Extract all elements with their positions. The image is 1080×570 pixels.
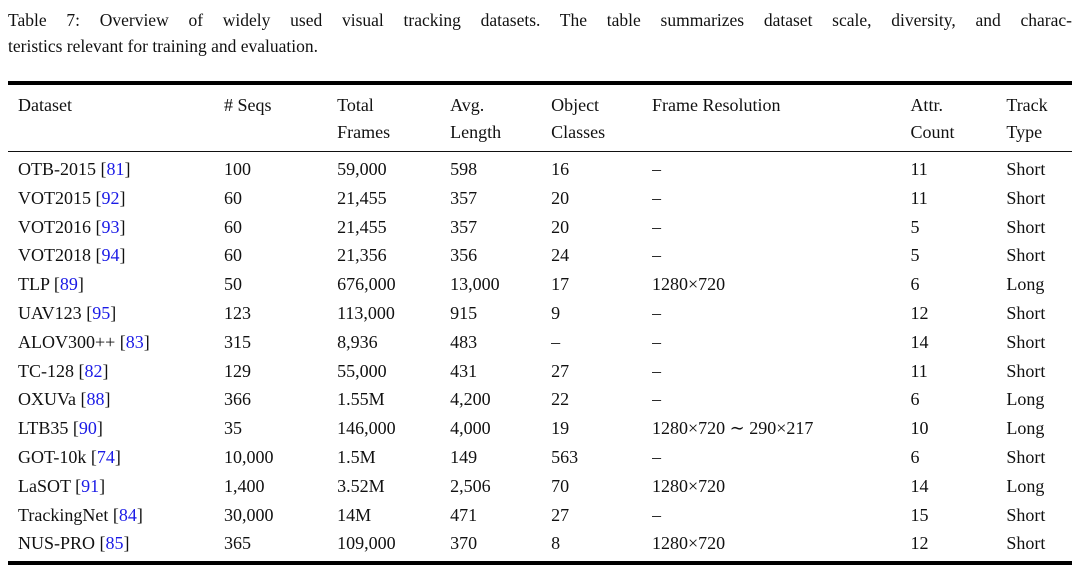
citation-bracket-close: ] [99, 475, 106, 496]
dataset-name: TLP [18, 274, 50, 295]
cell-resolution: – [652, 504, 662, 525]
cell-classes: 8 [551, 533, 561, 554]
cell-resolution: – [652, 360, 662, 381]
citation-bracket-open: [ [49, 274, 60, 295]
citation-bracket-open: [ [86, 446, 97, 467]
citation-bracket-open: [ [76, 389, 87, 410]
cell-avg_length: 149 [450, 446, 478, 467]
citation-bracket-close: ] [114, 446, 121, 467]
cell-avg_length: 483 [450, 331, 478, 352]
cell-frames: 21,356 [337, 245, 387, 266]
citation-link[interactable]: 82 [84, 360, 103, 381]
cell-seqs: 366 [224, 389, 252, 410]
citation-bracket-close: ] [77, 274, 84, 295]
citation-bracket-open: [ [74, 360, 85, 381]
dataset-name: LaSOT [18, 475, 71, 496]
cell-seqs: 10,000 [224, 446, 274, 467]
cell-track_type: Short [1006, 533, 1046, 554]
citation-bracket-close: ] [102, 360, 109, 381]
cell-track_type: Long [1006, 274, 1045, 295]
cell-avg_length: 471 [450, 504, 478, 525]
column-header-seqs-line-1: # Seqs [224, 95, 272, 115]
citation-bracket-close: ] [143, 331, 150, 352]
citation-bracket-close: ] [119, 245, 126, 266]
column-header-classes-line-2: Classes [551, 122, 606, 142]
dataset-name: ALOV300++ [18, 331, 116, 352]
cell-avg_length: 431 [450, 360, 478, 381]
cell-attr_count: 14 [910, 475, 929, 496]
cell-dataset [8, 241, 224, 270]
cell-attr_count: 5 [910, 245, 920, 266]
table-row [8, 443, 1072, 472]
cell-frames: 59,000 [337, 159, 387, 179]
column-header-frames [337, 85, 450, 152]
cell-frames: 146,000 [337, 418, 396, 439]
cell-classes: 22 [551, 389, 570, 410]
cell-resolution: 1280×720 ∼ 290×217 [652, 418, 814, 439]
cell-track_type: Short [1006, 216, 1046, 237]
table-row [8, 472, 1072, 501]
cell-track_type: Short [1006, 331, 1046, 352]
citation-link[interactable]: 88 [86, 389, 105, 410]
cell-dataset [8, 414, 224, 443]
cell-avg_length: 915 [450, 302, 478, 323]
cell-attr_count: 12 [910, 533, 929, 554]
citation-link[interactable]: 81 [106, 159, 125, 179]
cell-track_type: Short [1006, 245, 1046, 266]
table-row [8, 328, 1072, 357]
cell-avg_length: 357 [450, 187, 478, 208]
citation-bracket-close: ] [96, 418, 103, 439]
table-row [8, 501, 1072, 530]
cell-resolution: – [652, 389, 662, 410]
column-header-attr_count-line-2: Count [910, 122, 955, 142]
citation-link[interactable]: 92 [101, 187, 120, 208]
dataset-name: VOT2016 [18, 216, 91, 237]
table-caption-line-1: Table 7: Overview of widely used visual tracking datasets. The table summarizes dataset scale, diversity, and charac- [8, 10, 1072, 30]
table-header [8, 85, 1072, 152]
cell-track_type: Short [1006, 504, 1046, 525]
cell-seqs: 60 [224, 216, 243, 237]
cell-track_type: Long [1006, 475, 1045, 496]
citation-link[interactable]: 95 [92, 302, 111, 323]
dataset-name: TC-128 [18, 360, 74, 381]
cell-dataset [8, 385, 224, 414]
cell-classes: 563 [551, 446, 579, 467]
datasets-table [8, 85, 1072, 561]
citation-bracket-close: ] [119, 216, 126, 237]
cell-avg_length: 356 [450, 245, 478, 266]
cell-dataset [8, 213, 224, 242]
cell-seqs: 365 [224, 533, 252, 554]
cell-frames: 1.5M [337, 446, 376, 467]
cell-seqs: 1,400 [224, 475, 265, 496]
cell-dataset [8, 529, 224, 561]
dataset-name: TrackingNet [18, 504, 109, 525]
cell-resolution: – [652, 159, 662, 179]
column-header-attr_count [910, 85, 1006, 152]
cell-frames: 109,000 [337, 533, 396, 554]
cell-resolution: 1280×720 [652, 475, 726, 496]
citation-bracket-close: ] [123, 533, 130, 554]
cell-resolution: – [652, 216, 662, 237]
cell-classes: 24 [551, 245, 570, 266]
cell-frames: 21,455 [337, 187, 387, 208]
citation-bracket-close: ] [136, 504, 143, 525]
cell-frames: 21,455 [337, 216, 387, 237]
citation-bracket-open: [ [70, 475, 82, 496]
cell-attr_count: 15 [910, 504, 929, 525]
cell-track_type: Long [1006, 389, 1045, 410]
dataset-name: GOT-10k [18, 446, 87, 467]
column-header-resolution-line-1: Frame Resolution [652, 95, 781, 115]
cell-classes: – [551, 331, 561, 352]
cell-avg_length: 13,000 [450, 274, 500, 295]
cell-attr_count: 14 [910, 331, 929, 352]
cell-dataset [8, 270, 224, 299]
column-header-attr_count-line-1: Attr. [910, 95, 943, 115]
table-caption-line-2: teristics relevant for training and evaluation. [8, 36, 319, 56]
cell-frames: 14M [337, 504, 372, 525]
cell-resolution: 1280×720 [652, 274, 726, 295]
cell-resolution: 1280×720 [652, 533, 726, 554]
cell-attr_count: 5 [910, 216, 920, 237]
dataset-name: UAV123 [18, 302, 82, 323]
cell-resolution: – [652, 245, 662, 266]
cell-avg_length: 598 [450, 159, 478, 179]
cell-attr_count: 11 [910, 187, 928, 208]
column-header-frames-line-2: Frames [337, 122, 391, 142]
column-header-seqs [224, 85, 337, 152]
table-row [8, 529, 1072, 561]
cell-resolution: – [652, 331, 662, 352]
cell-dataset [8, 152, 224, 184]
citation-bracket-open: [ [91, 187, 102, 208]
cell-seqs: 60 [224, 245, 243, 266]
cell-dataset [8, 328, 224, 357]
column-header-dataset [8, 85, 224, 152]
column-header-track_type-line-2: Type [1006, 122, 1043, 142]
column-header-track_type-line-1: Track [1006, 95, 1048, 115]
column-header-track_type [1006, 85, 1072, 152]
cell-track_type: Short [1006, 360, 1046, 381]
citation-bracket-open: [ [95, 533, 106, 554]
cell-track_type: Short [1006, 187, 1046, 208]
table-row [8, 184, 1072, 213]
cell-dataset [8, 501, 224, 530]
citation-bracket-open: [ [108, 504, 119, 525]
cell-seqs: 129 [224, 360, 252, 381]
column-header-dataset-line-1: Dataset [18, 95, 72, 115]
citation-link[interactable]: 93 [101, 216, 120, 237]
citation-link[interactable]: 84 [118, 504, 137, 525]
cell-dataset [8, 299, 224, 328]
column-header-classes [551, 85, 652, 152]
table-row [8, 152, 1072, 184]
cell-frames: 3.52M [337, 475, 385, 496]
table-row [8, 385, 1072, 414]
dataset-name: NUS-PRO [18, 533, 96, 554]
cell-seqs: 123 [224, 302, 252, 323]
cell-resolution: – [652, 187, 662, 208]
citation-bracket-close: ] [119, 187, 126, 208]
table-row [8, 357, 1072, 386]
cell-frames: 676,000 [337, 274, 396, 295]
cell-track_type: Short [1006, 302, 1046, 323]
cell-classes: 20 [551, 216, 570, 237]
table-row [8, 241, 1072, 270]
citation-bracket-open: [ [91, 216, 102, 237]
cell-classes: 27 [551, 504, 570, 525]
cell-avg_length: 4,200 [450, 389, 491, 410]
dataset-name: VOT2018 [18, 245, 91, 266]
cell-attr_count: 10 [910, 418, 929, 439]
cell-seqs: 60 [224, 187, 243, 208]
cell-attr_count: 6 [910, 446, 920, 467]
citation-bracket-close: ] [124, 159, 131, 179]
citation-bracket-open: [ [96, 159, 107, 179]
cell-track_type: Long [1006, 418, 1045, 439]
cell-classes: 16 [551, 159, 570, 179]
citation-bracket-open: [ [91, 245, 102, 266]
table-row [8, 270, 1072, 299]
citation-link[interactable]: 89 [59, 274, 78, 295]
cell-classes: 20 [551, 187, 570, 208]
cell-dataset [8, 443, 224, 472]
table-bottom-rule [8, 561, 1072, 565]
cell-resolution: – [652, 446, 662, 467]
cell-frames: 113,000 [337, 302, 395, 323]
citation-bracket-close: ] [110, 302, 117, 323]
cell-resolution: – [652, 302, 662, 323]
cell-frames: 1.55M [337, 389, 385, 410]
cell-seqs: 315 [224, 331, 252, 352]
citation-bracket-open: [ [81, 302, 93, 323]
cell-seqs: 100 [224, 159, 252, 179]
dataset-name: VOT2015 [18, 187, 91, 208]
cell-avg_length: 370 [450, 533, 478, 554]
column-header-avg_length [450, 85, 551, 152]
column-header-avg_length-line-2: Length [450, 122, 502, 142]
column-header-avg_length-line-1: Avg. [450, 95, 485, 115]
table-row [8, 414, 1072, 443]
citation-bracket-close: ] [104, 389, 111, 410]
cell-classes: 19 [551, 418, 570, 439]
column-header-frames-line-1: Total [337, 95, 374, 115]
dataset-name: LTB35 [18, 418, 69, 439]
cell-attr_count: 6 [910, 274, 920, 295]
cell-seqs: 50 [224, 274, 243, 295]
cell-classes: 27 [551, 360, 570, 381]
cell-classes: 70 [551, 475, 570, 496]
citation-link[interactable]: 91 [81, 475, 100, 496]
cell-avg_length: 357 [450, 216, 478, 237]
column-header-classes-line-1: Object [551, 95, 600, 115]
cell-track_type: Short [1006, 159, 1046, 179]
dataset-name: OTB-2015 [18, 159, 96, 179]
citation-link[interactable]: 90 [78, 418, 97, 439]
table-caption [8, 7, 1072, 59]
cell-classes: 9 [551, 302, 561, 323]
table-row [8, 299, 1072, 328]
dataset-name: OXUVa [18, 389, 76, 410]
cell-dataset [8, 357, 224, 386]
table-header-row [8, 85, 1072, 152]
column-header-resolution [652, 85, 910, 152]
cell-dataset [8, 472, 224, 501]
cell-attr_count: 11 [910, 159, 928, 179]
cell-avg_length: 2,506 [450, 475, 491, 496]
table-body [8, 152, 1072, 562]
citation-link[interactable]: 85 [105, 533, 124, 554]
cell-classes: 17 [551, 274, 570, 295]
cell-seqs: 35 [224, 418, 243, 439]
citation-bracket-open: [ [68, 418, 79, 439]
cell-attr_count: 11 [910, 360, 928, 381]
citation-link[interactable]: 74 [96, 446, 115, 467]
cell-attr_count: 6 [910, 389, 920, 410]
table-row [8, 213, 1072, 242]
cell-seqs: 30,000 [224, 504, 274, 525]
cell-frames: 55,000 [337, 360, 387, 381]
cell-frames: 8,936 [337, 331, 378, 352]
citation-bracket-open: [ [115, 331, 126, 352]
cell-dataset [8, 184, 224, 213]
citation-link[interactable]: 94 [101, 245, 120, 266]
cell-attr_count: 12 [910, 302, 929, 323]
citation-link[interactable]: 83 [125, 331, 144, 352]
cell-track_type: Short [1006, 446, 1046, 467]
cell-avg_length: 4,000 [450, 418, 491, 439]
